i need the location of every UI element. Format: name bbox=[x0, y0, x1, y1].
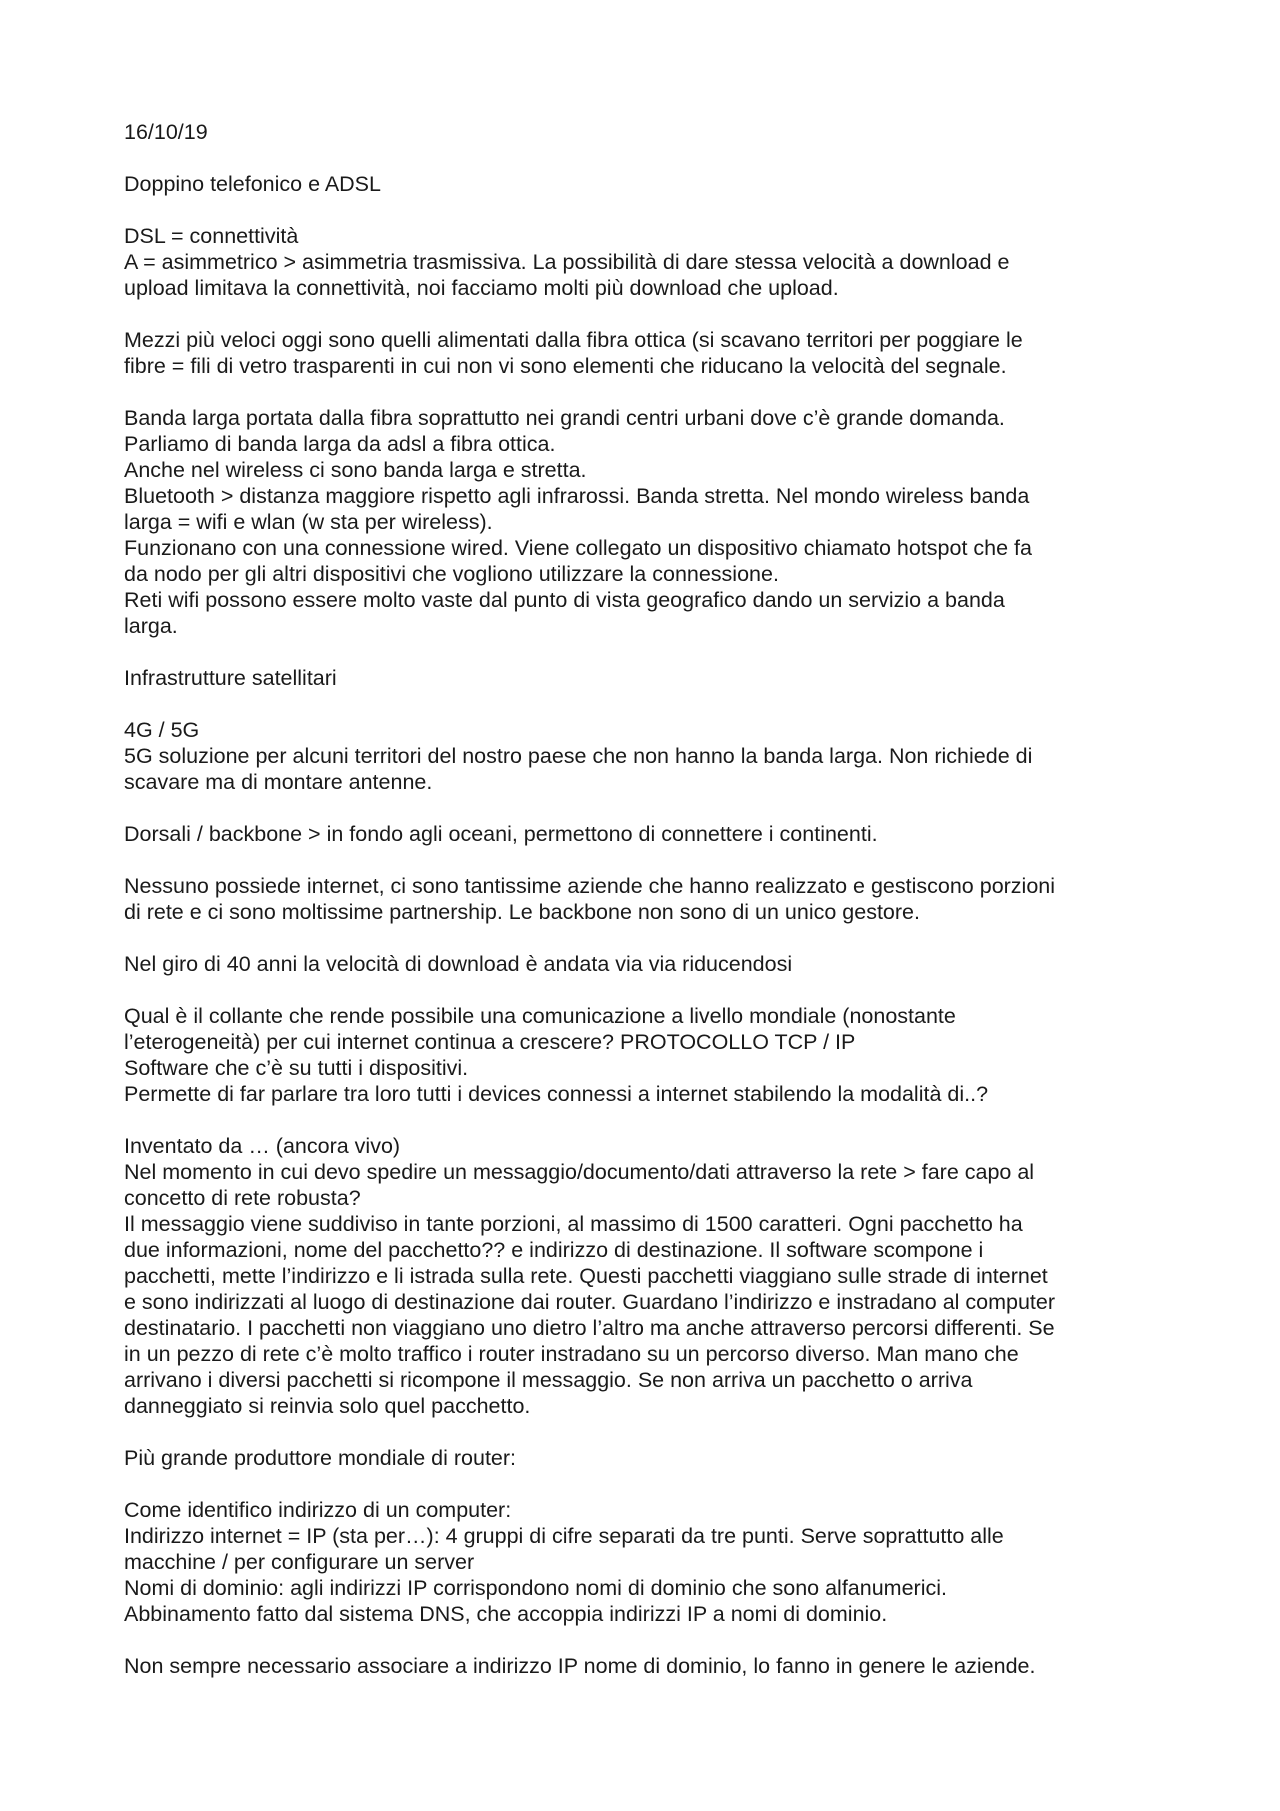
text-line: Software che c’è su tutti i dispositivi. bbox=[124, 1056, 469, 1080]
text-line: Anche nel wireless ci sono banda larga e stretta. bbox=[124, 458, 587, 482]
text-line: concetto di rete robusta? bbox=[124, 1186, 361, 1210]
text-line: Dorsali / backbone > in fondo agli oceani, permettono di connettere i continenti. bbox=[124, 822, 878, 846]
text-line: in un pezzo di rete c’è molto traffico i router instradano su un percorso diverso. Man mano che bbox=[124, 1342, 1019, 1366]
text-line: Reti wifi possono essere molto vaste dal punto di vista geografico dando un servizio a banda bbox=[124, 588, 1005, 612]
text-line: fibre = fili di vetro trasparenti in cui non vi sono elementi che riducano la velocità del segnale. bbox=[124, 354, 1007, 378]
paragraph-gap bbox=[124, 795, 1174, 821]
text-line: e sono indirizzati al luogo di destinazione dai router. Guardano l’indirizzo e instradano al computer bbox=[124, 1290, 1056, 1314]
text-line: di rete e ci sono moltissime partnership. Le backbone non sono di un unico gestore. bbox=[124, 900, 920, 924]
text-line: Qual è il collante che rende possibile una comunicazione a livello mondiale (nonostante bbox=[124, 1004, 956, 1028]
text-line: destinatario. I pacchetti non viaggiano uno dietro l’altro ma anche attraverso percorsi differenti. Se bbox=[124, 1316, 1055, 1340]
text-line: Banda larga portata dalla fibra soprattutto nei grandi centri urbani dove c’è grande domanda. bbox=[124, 406, 1005, 430]
text-line: Non sempre necessario associare a indirizzo IP nome di dominio, lo fanno in genere le aziende. bbox=[124, 1654, 1036, 1678]
paragraph-gap bbox=[124, 1107, 1174, 1133]
text-line: arrivano i diversi pacchetti si ricompone il messaggio. Se non arriva un pacchetto o arriva bbox=[124, 1368, 973, 1392]
document-body bbox=[124, 119, 1174, 1679]
text-line: larga. bbox=[124, 614, 178, 638]
paragraph-gap bbox=[124, 145, 1174, 171]
text-line: larga = wifi e wlan (w sta per wireless). bbox=[124, 510, 493, 534]
text-line: pacchetti, mette l’indirizzo e li istrada sulla rete. Questi pacchetti viaggiano sulle strade di internet bbox=[124, 1264, 1048, 1288]
paragraph-gap bbox=[124, 977, 1174, 1003]
text-line: A = asimmetrico > asimmetria trasmissiva. La possibilità di dare stessa velocità a download e bbox=[124, 250, 1010, 274]
paragraph-gap bbox=[124, 1627, 1174, 1653]
document-date: 16/10/19 bbox=[124, 120, 208, 144]
text-line: Come identifico indirizzo di un computer: bbox=[124, 1498, 512, 1522]
text-line: danneggiato si reinvia solo quel pacchetto. bbox=[124, 1394, 531, 1418]
text-line: Abbinamento fatto dal sistema DNS, che accoppia indirizzi IP a nomi di dominio. bbox=[124, 1602, 888, 1626]
text-line: 4G / 5G bbox=[124, 718, 200, 742]
text-line: Funzionano con una connessione wired. Viene collegato un dispositivo chiamato hotspot che fa bbox=[124, 536, 1032, 560]
text-line: Infrastrutture satellitari bbox=[124, 666, 337, 690]
paragraph-gap bbox=[124, 379, 1174, 405]
document-lines bbox=[124, 171, 1174, 1679]
text-line: Il messaggio viene suddiviso in tante porzioni, al massimo di 1500 caratteri. Ogni pacchetto ha bbox=[124, 1212, 1023, 1236]
text-line: Nel momento in cui devo spedire un messaggio/documento/dati attraverso la rete > fare capo al bbox=[124, 1160, 1035, 1184]
text-line: Bluetooth > distanza maggiore rispetto agli infrarossi. Banda stretta. Nel mondo wireless banda bbox=[124, 484, 1030, 508]
text-line: Nel giro di 40 anni la velocità di download è andata via via riducendosi bbox=[124, 952, 793, 976]
paragraph-gap bbox=[124, 639, 1174, 665]
text-line: Mezzi più veloci oggi sono quelli alimentati dalla fibra ottica (si scavano territori per poggiare le bbox=[124, 328, 1023, 352]
text-line: due informazioni, nome del pacchetto?? e indirizzo di destinazione. Il software scompone i bbox=[124, 1238, 984, 1262]
text-line: DSL = connettività bbox=[124, 224, 299, 248]
text-line: Doppino telefonico e ADSL bbox=[124, 172, 381, 196]
paragraph-gap bbox=[124, 847, 1174, 873]
text-line: Permette di far parlare tra loro tutti i devices connessi a internet stabilendo la modalità di..? bbox=[124, 1082, 989, 1106]
text-line: da nodo per gli altri dispositivi che vogliono utilizzare la connessione. bbox=[124, 562, 779, 586]
text-line: macchine / per configurare un server bbox=[124, 1550, 475, 1574]
text-line: Indirizzo internet = IP (sta per…): 4 gruppi di cifre separati da tre punti. Serve soprattutto alle bbox=[124, 1524, 1004, 1548]
text-line: l’eterogeneità) per cui internet continua a crescere? PROTOCOLLO TCP / IP bbox=[124, 1030, 856, 1054]
text-line: Più grande produttore mondiale di router: bbox=[124, 1446, 517, 1470]
paragraph-gap bbox=[124, 925, 1174, 951]
text-line: Inventato da … (ancora vivo) bbox=[124, 1134, 401, 1158]
text-line: scavare ma di montare antenne. bbox=[124, 770, 433, 794]
text-line: upload limitava la connettività, noi facciamo molti più download che upload. bbox=[124, 276, 839, 300]
paragraph-gap bbox=[124, 197, 1174, 223]
text-line: Parliamo di banda larga da adsl a fibra ottica. bbox=[124, 432, 556, 456]
text-line: Nomi di dominio: agli indirizzi IP corrispondono nomi di dominio che sono alfanumerici. bbox=[124, 1576, 947, 1600]
paragraph-gap bbox=[124, 1471, 1174, 1497]
paragraph-gap bbox=[124, 691, 1174, 717]
paragraph-gap bbox=[124, 301, 1174, 327]
text-line: 5G soluzione per alcuni territori del nostro paese che non hanno la banda larga. Non richiede di bbox=[124, 744, 1033, 768]
paragraph-gap bbox=[124, 1419, 1174, 1445]
text-line: Nessuno possiede internet, ci sono tantissime aziende che hanno realizzato e gestiscono porzioni bbox=[124, 874, 1056, 898]
